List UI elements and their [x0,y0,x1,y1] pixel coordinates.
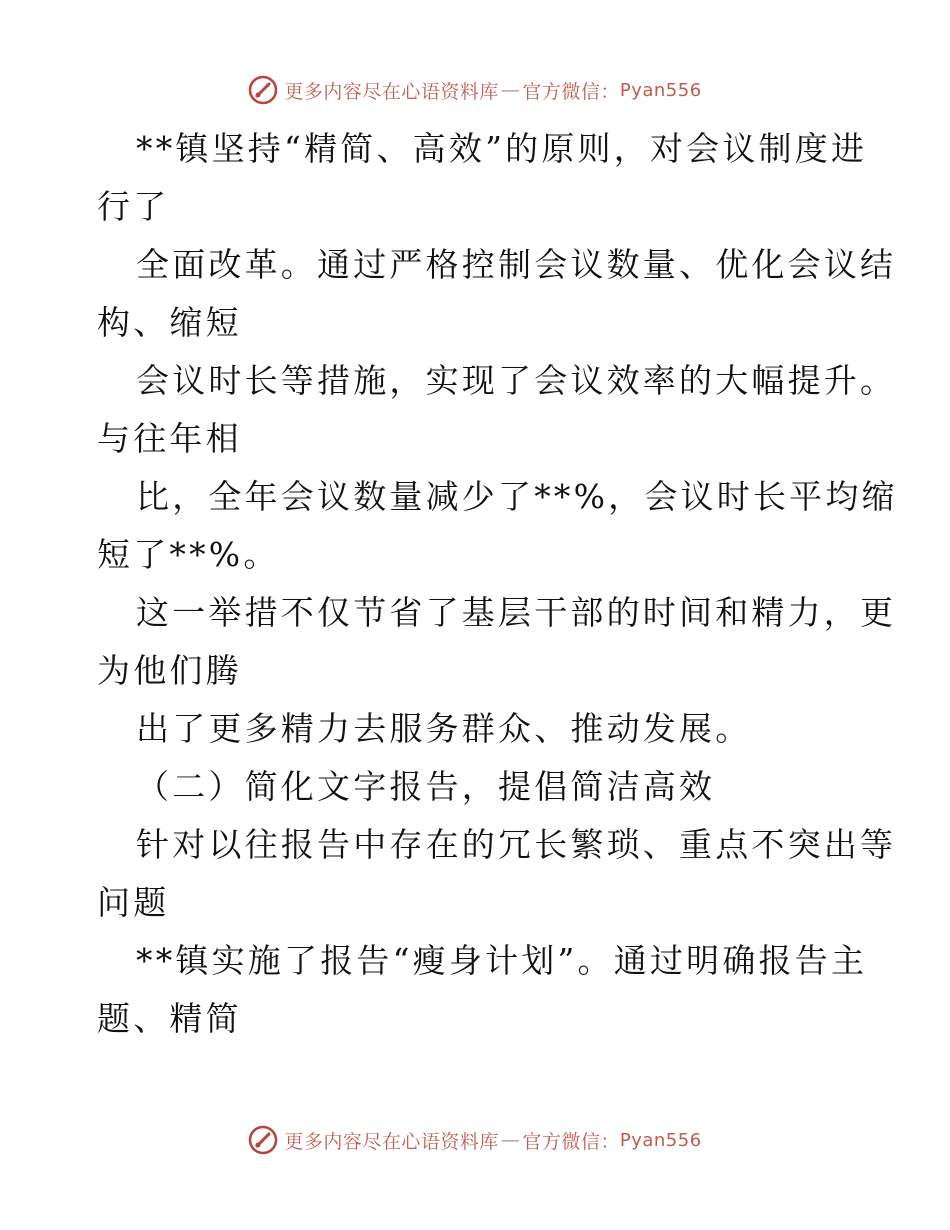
logo-icon [248,75,278,105]
paragraph-3 [97,352,897,468]
paragraph-line: 与往年相 [97,419,242,458]
footer-banner [0,1120,950,1160]
paragraph-line: 短了**%。 [97,535,280,574]
paragraph-line: 行了 [97,187,170,226]
paragraph-line: 为他们腾 [97,651,242,690]
banner-separator: — [500,79,521,101]
banner-text: 更多内容尽在心语资料库 [284,80,499,103]
paragraph-line: **镇实施了报告“瘦身计划”。通过明确报告主 [136,941,868,980]
document-body [97,120,898,1048]
logo-icon [248,1125,278,1155]
paragraph-line: 会议时长等措施，实现了会议效率的大幅提升。 [136,361,897,400]
banner-wechat-label: 官方微信： [522,80,620,103]
heading-line: （二）简化文字报告，提倡简洁高效 [136,767,716,806]
banner-text: 更多内容尽在心语资料库 [284,1130,499,1153]
paragraph-line: 出了更多精力去服务群众、推动发展。 [136,709,752,748]
paragraph-line: **镇坚持“精简、高效”的原则，对会议制度进 [136,129,868,168]
paragraph-line: 全面改革。通过严格控制会议数量、优化会议结 [136,245,897,284]
paragraph-7 [97,816,897,932]
paragraph-4 [97,468,898,584]
paragraph-line: 问题 [97,883,170,922]
paragraph-line: 比，全年会议数量减少了**%，会议时长平均缩 [136,477,898,516]
section-heading [97,758,857,816]
paragraph-line: 构、缩短 [97,303,242,342]
paragraph-8 [97,932,868,1048]
banner-wechat-label: 官方微信： [522,1130,620,1153]
banner-separator: — [500,1129,521,1151]
paragraph-line: 这一举措不仅节省了基层干部的时间和精力，更 [136,593,897,632]
paragraph-2 [97,236,897,352]
banner-wechat-id: Pyan556 [619,79,702,101]
paragraph-line: 针对以往报告中存在的冗长繁琐、重点不突出等 [136,825,897,864]
paragraph-6 [97,700,857,758]
paragraph-1 [97,120,868,236]
header-banner [0,70,950,110]
banner-wechat-id: Pyan556 [619,1129,702,1151]
paragraph-5 [97,584,897,700]
paragraph-line: 题、精简 [97,999,242,1038]
